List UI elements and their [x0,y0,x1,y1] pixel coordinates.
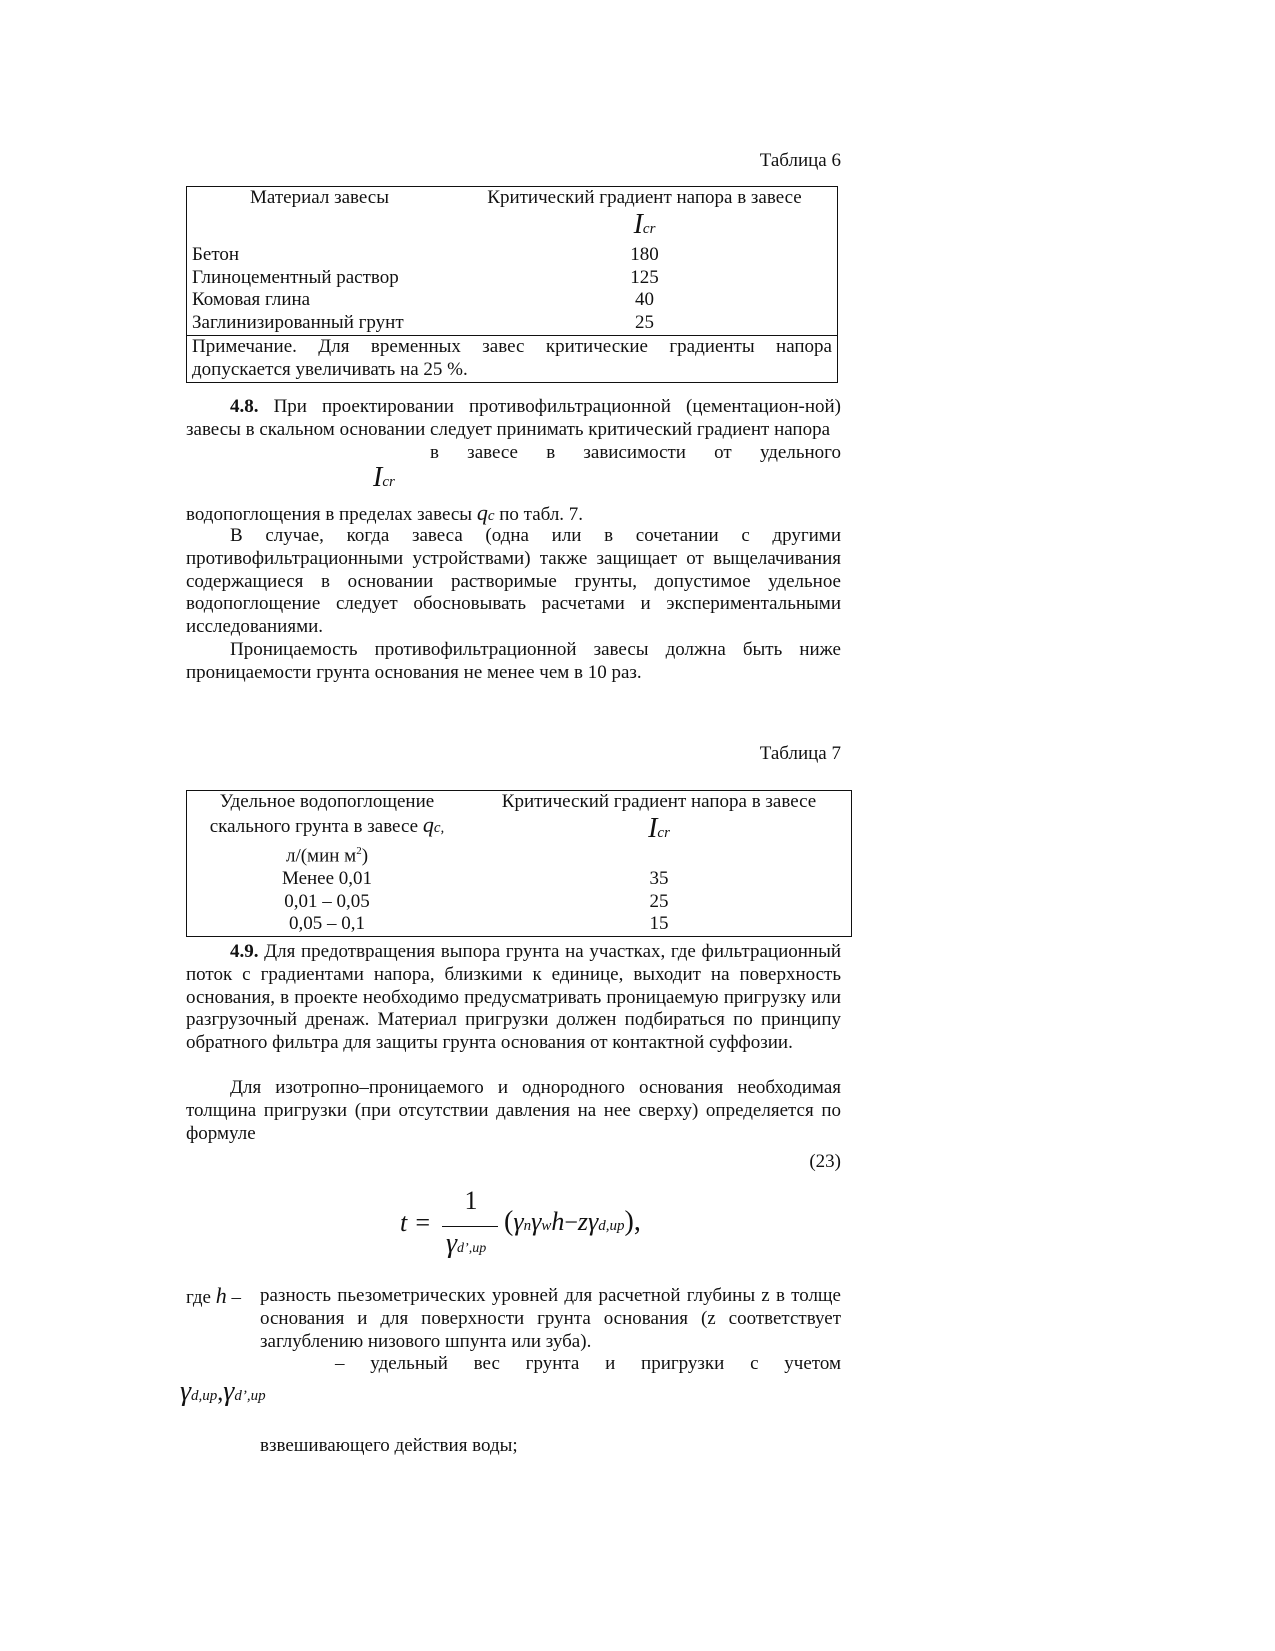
symbol-cr: cr [642,220,656,237]
gamma-symbol: γ [446,1228,458,1259]
formula-minus: − [564,1210,578,1236]
symbol-c: c [487,508,495,524]
table7-cell-range: 0,05 – 0,1 [289,913,365,935]
section-4-9-para2: Для изотропно–проницаемого и однородного основания необходимая толщина пригрузки (при отсутствии давления на нее сверху) определяется по формуле [186,1077,841,1144]
table6-header-gradient [452,187,838,244]
gamma-sub: d’,up [234,1388,266,1404]
where-gamma-end: взвешивающего действия воды; [260,1435,518,1456]
table7-header-gradient-label: Критический градиент напора в завесе [501,791,817,812]
where-gamma-definition: – удельный вес грунта и пригрузки с учетом [335,1353,841,1374]
symbol-cr: cr [657,824,670,841]
symbol-h: h [215,1283,227,1308]
table-row [187,868,852,891]
table6-cell-value: 40 [635,289,654,311]
section-4-8-para3: Проницаемость противофильтрационной завесы должна быть ниже проницаемости грунта основания не менее чем в 10 раз. [186,639,841,683]
table6-cell-value: 25 [635,312,654,334]
gamma-sub: d,up [191,1388,218,1404]
formula-denominator [446,1228,486,1260]
table6-cell-material: Комовая глина [192,289,311,311]
symbol-c: c, [433,819,445,836]
formula-z: z [577,1207,589,1236]
table-row [187,312,838,335]
gamma-symbol: γ [588,1207,599,1236]
gamma-symbol: γ [223,1376,235,1407]
where-label: где [186,1287,211,1308]
gamma-sub: d’,up [457,1241,487,1256]
section-4-9-paragraph [186,941,841,1055]
section-4-8-line-c [186,502,841,528]
table6-cell-value: 180 [630,243,659,265]
paren-close: ), [624,1206,641,1237]
table6-header-material: Материал завесы [250,187,389,208]
comma: , [217,1380,224,1406]
section-4-8-text-c: водопоглощения в пределах завесы [186,504,473,525]
gamma-sub: w [541,1218,552,1234]
table7-header-line2-text: скального грунта в завесе [209,815,419,837]
table7-header-line3 [192,840,462,868]
table-row [187,289,838,312]
section-number: 4.8. [230,396,259,417]
table7-cell-value: 35 [649,867,669,889]
gamma-sub: n [523,1218,532,1234]
table7-header-unit-end: ) [361,844,369,866]
symbol-q: q [476,500,488,525]
paren-open: ( [504,1206,514,1237]
where-h-definition: разность пьезометрических уровней для расчетной глубины z в толще основания и для поверхности грунта основания (z соответствует заглублению низового шпунта или зуба). [260,1285,841,1352]
symbol-I: I [648,812,658,844]
where-gamma-symbols [180,1376,266,1408]
where-dash: – [231,1287,241,1308]
symbol-I: I [633,208,643,240]
table7 [186,790,852,937]
section-4-9-text: Для предотвращения выпора грунта на участках, где фильтрационный поток с градиентами напора, близкими к единице, выходит на поверхность основания, в проекте необходимо предусматривать проницаемую пригрузку или разгрузочный дренаж. Материал пригрузки должен подбираться по принципу обратного фильтра для защиты грунта основания от контактной суффозии. [186,941,842,1054]
formula-rhs [504,1206,641,1238]
symbol-q: q [422,811,434,837]
table-row [187,913,852,936]
table6 [186,186,838,383]
section-4-8-paragraph [186,396,841,442]
section-4-8-text-b: в завесе в зависимости от удельного [430,442,841,463]
table7-header-absorption [187,791,468,868]
section-number: 4.9. [230,941,259,962]
table6-caption: Таблица 6 [759,150,841,171]
gamma-sub: d,up [598,1218,625,1234]
gamma-symbol: γ [180,1376,192,1407]
table7-header-gradient [467,791,852,868]
table6-cell-material: Заглинизированный грунт [192,312,404,334]
table7-cell-range: Менее 0,01 [281,867,373,889]
formula-numerator: 1 [464,1186,478,1215]
table7-header-unit: л/(мин м [285,844,357,866]
formula-number: (23) [809,1151,841,1172]
table6-cell-value: 125 [630,266,659,288]
gamma-symbol: γ [531,1207,542,1236]
where-prefix [186,1283,241,1309]
table6-note: Примечание. Для временных завес критические градиенты напора допускается увеличивать на 25 %. [187,335,838,382]
symbol-I: I [373,462,383,493]
table7-header-unit-sup: 2 [356,844,362,857]
table6-header-symbol [457,210,832,244]
section-4-8-para2: В случае, когда завеса (одна или в сочетании с другими противофильтрационными устройствами) также защищает от выщелачивания содержащиеся в основании растворимые грунты, допустимое удельное водопоглощение следует обосновывать расчетами и экспериментальными исследованиями. [186,525,841,638]
section-4-8-text-d: по табл. 7. [499,504,584,525]
table7-header-line2 [192,811,462,840]
section-4-8-text-a: При проектировании противофильтрационной (цементацион-ной) завесы в скальном основании следует принимать критический градиент напора [186,396,842,440]
table7-cell-value: 15 [649,913,669,935]
formula-lhs: t = [400,1208,432,1237]
table7-caption: Таблица 7 [759,743,841,764]
table7-header-line1: Удельное водопоглощение [219,791,435,812]
table7-cell-range: 0,01 – 0,05 [284,890,370,912]
table6-cell-material: Бетон [192,243,240,265]
section-4-8-symbol [373,462,395,494]
table-row [187,267,838,290]
symbol-cr: cr [382,474,395,490]
table7-cell-value: 25 [649,890,669,912]
formula-23 [400,1186,720,1266]
table-row [187,891,852,914]
fraction-bar [442,1226,498,1227]
table7-header-symbol [472,814,846,848]
formula-h: h [551,1207,565,1236]
table6-cell-material: Глиноцементный раствор [192,266,399,288]
table6-header-gradient-label: Критический градиент напора в завесе [487,187,802,208]
table-row [187,244,838,267]
gamma-symbol: γ [513,1207,524,1236]
